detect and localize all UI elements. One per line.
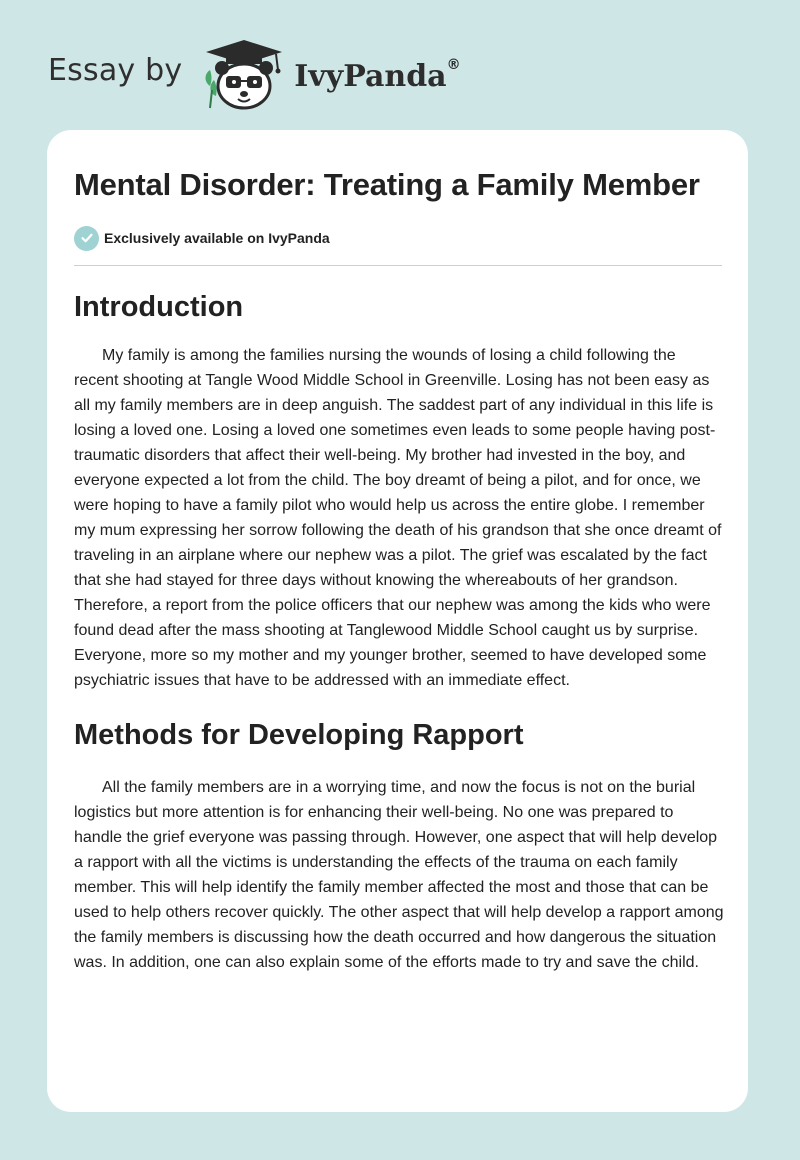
essay-card xyxy=(47,130,748,1112)
essay-title: Mental Disorder: Treating a Family Member xyxy=(74,167,700,202)
panda-graduate-icon[interactable] xyxy=(198,34,290,114)
brand-label: IvyPanda xyxy=(294,58,447,94)
section-paragraph-introduction: My family is among the families nursing the wounds of losing a child following the recent shooting at Tangle Wood Middle School in Greenville. Losing has not been easy as all my family members are in deep anguish. The saddest part of any individual in this life is losing a loved one. Losing a loved one sometimes even leads to some people having post-traumatic disorders that affect their well-being. My brother had invested in the boy, and everyone expected a lot from the child. The boy dreamt of being a pilot, and for once, we were hoping to have a family pilot who would help us across the entire globe. I remember my mum expressing her sorrow following the death of his grandson that she once dreamt of traveling in an airplane where our nephew was a pilot. The grief was escalated by the fact that she had stayed for three days without knowing the whereabouts of her grandson. Therefore, a report from the police officers that our nephew was among the kids who were found dead after the mass shooting at Tanglewood Middle School caught us by surprise. Everyone, more so my mother and my younger brother, seemed to have developed some psychiatric issues that have to be addressed with an immediate effect. xyxy=(74,347,722,689)
section-heading-methods: Methods for Developing Rapport xyxy=(74,719,524,751)
trademark-mark: ® xyxy=(446,56,461,73)
essay-by-label: Essay by xyxy=(48,52,183,88)
check-circle-icon xyxy=(74,226,99,251)
exclusive-badge-label: Exclusively available on IvyPanda xyxy=(104,230,330,246)
section-heading-introduction: Introduction xyxy=(74,291,244,323)
exclusive-badge xyxy=(74,225,722,251)
title-divider xyxy=(74,265,722,266)
site-header xyxy=(48,34,461,114)
section-paragraph-methods: All the family members are in a worrying time, and now the focus is not on the burial logistics but more attention is for enhancing their well-being. No one was prepared to handle the grief everyone was passing through. However, one aspect that will help develop a rapport with all the victims is understanding the effects of the trauma on each family member. This will help identify the family member affected the most and those that can be used to help others recover quickly. The other aspect that will help develop a rapport among the family members is discussing how the death occurred and how dangerous the situation was. In addition, one can also explain some of the efforts made to try and save the child. xyxy=(74,779,724,971)
brand-name[interactable] xyxy=(294,56,461,94)
